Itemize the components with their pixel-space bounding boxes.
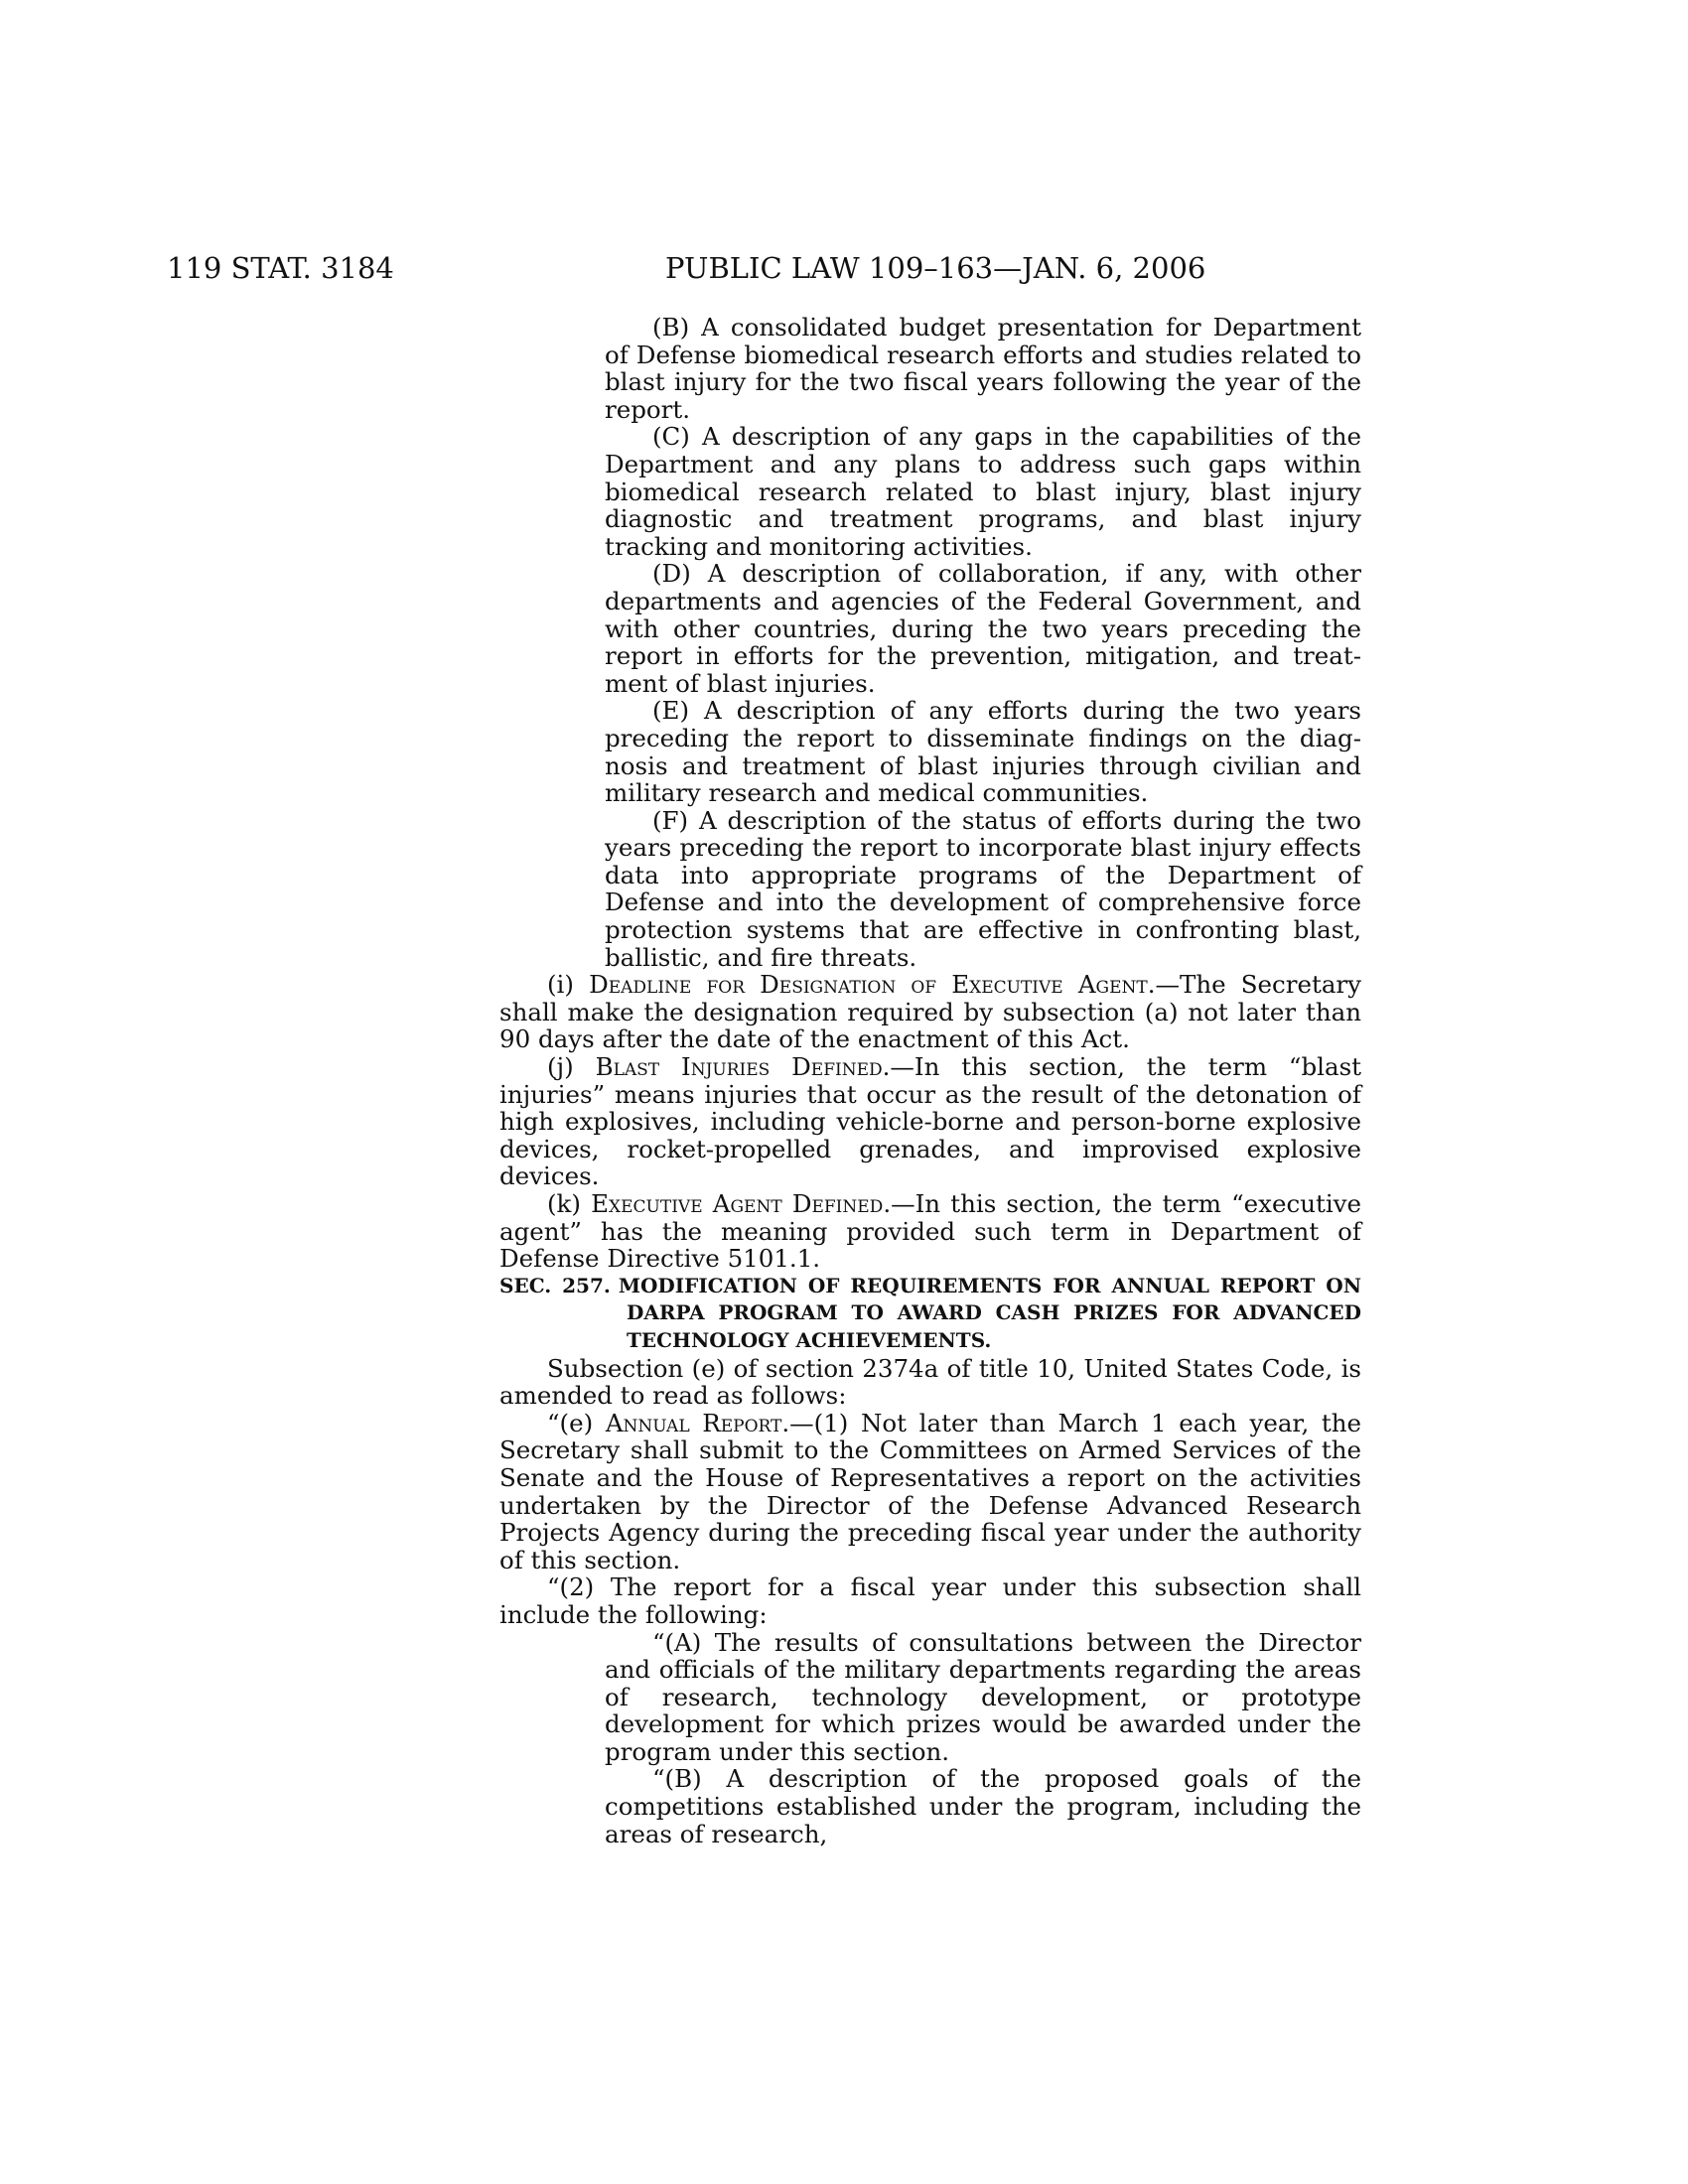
paragraph-e: (E) A description of any efforts during the two years preceding the report to disseminate findings on the diagnosis and treatment of blast injuries through civilian and military research and medical communities. [605,696,1361,808]
page-header [0,248,1688,288]
main-text-column [499,314,1361,1847]
amended-subsection-e-label: “(e) [547,1408,594,1437]
amended-subsection-e-heading: Annual Report. [605,1408,790,1437]
subsection-i [499,971,1361,1053]
paragraph-b: (B) A consolidated budget presentation for Department of Defense biomedical research efforts and studies related to blast injury for the two fiscal years following the year of the report. [605,313,1361,424]
amended-subsection-e [499,1410,1361,1574]
subsection-j-label: (j) [547,1052,574,1082]
section-heading [499,1273,1361,1355]
statute-page-number: 119 STAT. 3184 [167,251,394,285]
amended-paragraph-a: “(A) The results of consultations between the Director and officials of the military departments regarding the areas of research, technology development, or prototype development for which prizes would be awarded under the program under this section. [605,1627,1361,1766]
subsection-k-text: —In this section, the term “executive agent” has the meaning provided such term in Department of Defense Directive 5101.1. [499,1189,1361,1274]
subsection-i-heading: Deadline for Designation of Executive Agent. [589,970,1156,1000]
section-number: SEC. 257. [499,1273,611,1297]
subsection-i-text: —The Secretary shall make the designation required by subsection (a) not later than 90 days after the date of the enactment of this Act. [499,970,1361,1054]
section-intro: Subsection (e) of section 2374a of title 10, United States Code, is amended to read as follows: [499,1353,1361,1411]
subsection-k-label: (k) [547,1189,581,1218]
public-law-citation: PUBLIC LAW 109–163—JAN. 6, 2006 [665,251,1206,285]
amended-paragraph-b: “(B) A description of the proposed goals of the competitions established under the program, including the areas of research, [605,1764,1361,1848]
paragraph-d: (D) A description of collaboration, if any, with other departments and agencies of the Federal Government, and with other countries, during the two years preceding the report in efforts for the prevention, mitigation, and treatment of blast injuries. [605,559,1361,698]
amended-subsection-e-text: —(1) Not later than March 1 each year, the Secretary shall submit to the Committees on Armed Services of the Senate and the House of Representatives a report on the activities undertaken by the Director of the Defense Advanced Research Projects Agency during the preceding fiscal year under the authority of this section. [499,1408,1362,1574]
subsection-i-label: (i) [547,970,574,1000]
subsection-k-heading: Executive Agent Defined. [591,1189,892,1218]
section-title: MODIFICATION OF REQUIREMENTS FOR ANNUAL REPORT ON DARPA PROGRAM TO AWARD CASH PRIZES FOR ADVANCED TECHNOLOGY ACHIEVEMENTS. [618,1273,1361,1352]
paragraph-f: (F) A description of the status of efforts during the two years preceding the report to incorporate blast injury effects data into appropriate programs of the Department of Defense and into the development of comprehensive force protection systems that are effective in confronting blast, ballistic, and fire threats. [605,805,1361,972]
subsection-k [499,1190,1361,1273]
subsection-j [499,1053,1361,1190]
subsection-j-text: —In this section, the term “blast injuries” means injuries that occur as the result of the detonation of high explosives, including vehicle-borne and person-borne explosive devices, rocket-propelled grenades, and improvised explosive devices. [499,1052,1362,1191]
subsection-j-heading: Blast Injuries Defined. [595,1052,891,1082]
amended-paragraph-2: “(2) The report for a fiscal year under this subsection shall include the following: [499,1572,1361,1629]
paragraph-c: (C) A description of any gaps in the capabilities of the Department and any plans to address such gaps within biomedical research related to blast injury, blast injury diagnostic and treatment programs, and blast injury tracking and monitoring activities. [605,422,1361,561]
